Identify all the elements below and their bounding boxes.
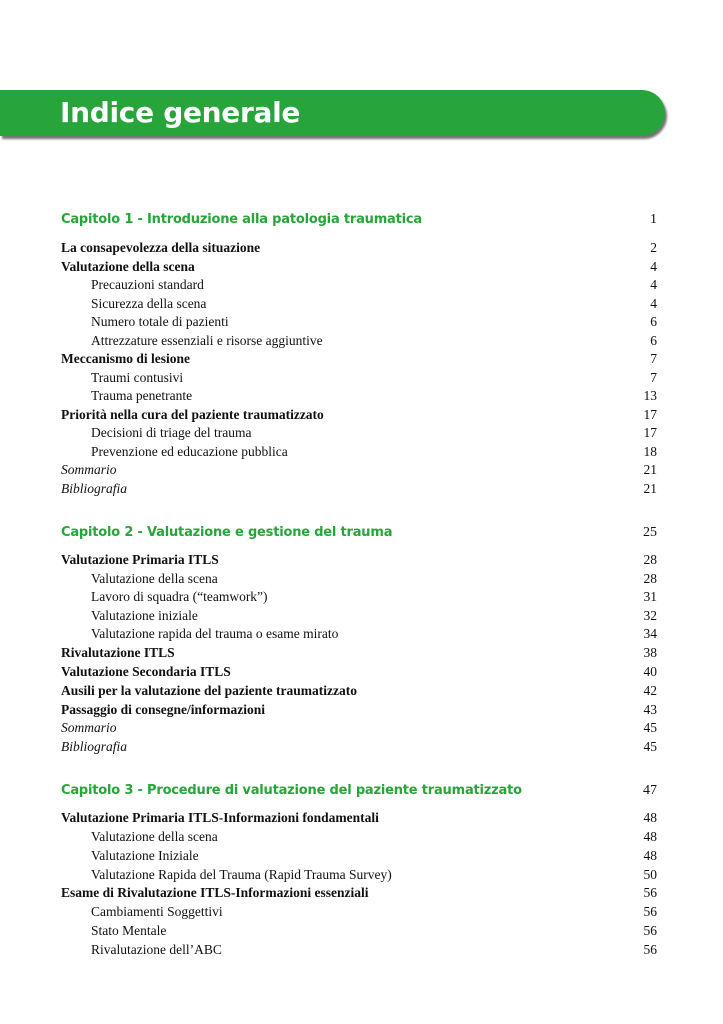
entry-label: Decisioni di triage del trauma (91, 425, 252, 440)
entry-page: 4 (650, 259, 657, 274)
entry-page: 6 (650, 314, 657, 329)
entry-page: 50 (643, 867, 657, 882)
toc-entry[interactable] (61, 425, 657, 441)
toc-entry[interactable] (61, 407, 657, 423)
entry-label: Esame di Rivalutazione ITLS-Informazioni essenziali (61, 885, 369, 900)
toc-entry[interactable] (61, 923, 657, 939)
entry-page: 45 (643, 739, 657, 754)
entry-page: 4 (650, 296, 657, 311)
toc-entry[interactable] (61, 942, 657, 958)
entry-label: Rivalutazione ITLS (61, 645, 175, 660)
toc-entry[interactable] (61, 259, 657, 275)
entry-label: Valutazione della scena (91, 829, 218, 844)
entry-page: 40 (643, 664, 657, 679)
entry-page: 7 (650, 370, 657, 385)
entry-label: Prevenzione ed educazione pubblica (91, 444, 288, 459)
entry-page: 45 (643, 720, 657, 735)
entry-page: 48 (643, 829, 657, 844)
entry-page: 56 (643, 885, 657, 900)
entry-label: Bibliografia (61, 481, 128, 496)
chapter-title: Capitolo 1 - Introduzione alla patologia traumatica (61, 212, 422, 227)
entry-page: 56 (643, 923, 657, 938)
entry-page: 32 (643, 608, 657, 623)
toc-entry[interactable] (61, 848, 657, 864)
toc-entry[interactable] (61, 589, 657, 605)
toc-entry[interactable] (61, 351, 657, 367)
chapter-title: Capitolo 3 - Procedure di valutazione del paziente traumatizzato (61, 783, 522, 798)
toc-entry[interactable] (61, 444, 657, 460)
toc-entry[interactable] (61, 608, 657, 624)
chapter-page: 1 (650, 212, 657, 227)
entry-page: 21 (643, 481, 657, 496)
entry-label: Ausili per la valutazione del paziente traumatizzato (61, 683, 357, 698)
entry-page: 17 (643, 407, 657, 422)
entry-page: 6 (650, 333, 657, 348)
toc-entry[interactable] (61, 683, 657, 699)
entry-page: 13 (643, 388, 657, 403)
entry-label: La consapevolezza della situazione (61, 240, 261, 255)
entry-label: Priorità nella cura del paziente traumatizzato (61, 407, 324, 422)
entry-page: 2 (650, 240, 657, 255)
page-title: Indice generale (60, 96, 301, 129)
toc-entry[interactable] (61, 314, 657, 330)
entry-label: Valutazione della scena (91, 571, 218, 586)
toc-entry[interactable] (61, 240, 657, 256)
toc-entry[interactable] (61, 720, 657, 736)
entry-label: Lavoro di squadra (“teamwork”) (91, 589, 268, 604)
entry-page: 28 (643, 552, 657, 567)
entry-label: Valutazione Iniziale (91, 848, 199, 863)
toc-entry[interactable] (61, 388, 657, 404)
entry-label: Precauzioni standard (91, 277, 204, 292)
entry-label: Rivalutazione dell’ABC (91, 942, 222, 957)
entry-label: Valutazione della scena (61, 259, 195, 274)
toc-entry[interactable] (61, 867, 657, 883)
entry-label: Valutazione iniziale (91, 608, 198, 623)
chapter-2-heading[interactable] (61, 525, 657, 541)
entry-page: 43 (643, 702, 657, 717)
toc-entry[interactable] (61, 571, 657, 587)
toc-entry[interactable] (61, 277, 657, 293)
entry-label: Valutazione Primaria ITLS-Informazioni fondamentali (61, 810, 379, 825)
entry-page: 56 (643, 942, 657, 957)
entry-label: Cambiamenti Soggettivi (91, 904, 223, 919)
entry-label: Valutazione Rapida del Trauma (Rapid Trauma Survey) (91, 867, 392, 882)
entry-page: 34 (643, 626, 657, 641)
entry-label: Stato Mentale (91, 923, 167, 938)
chapter-1-heading[interactable] (61, 212, 657, 228)
entry-page: 4 (650, 277, 657, 292)
entry-page: 56 (643, 904, 657, 919)
entry-label: Traumi contusivi (91, 370, 184, 385)
toc-entry[interactable] (61, 645, 657, 661)
toc-entry[interactable] (61, 481, 657, 497)
entry-label: Attrezzature essenziali e risorse aggiuntive (91, 333, 323, 348)
toc-entry[interactable] (61, 462, 657, 478)
toc-entry[interactable] (61, 296, 657, 312)
chapter-page: 47 (643, 783, 657, 798)
chapter-3-heading[interactable] (61, 783, 657, 799)
entry-label: Passaggio di consegne/informazioni (61, 702, 266, 717)
toc-entry[interactable] (61, 333, 657, 349)
entry-label: Valutazione Primaria ITLS (61, 552, 219, 567)
entry-page: 21 (643, 462, 657, 477)
entry-page: 48 (643, 848, 657, 863)
entry-label: Sicurezza della scena (91, 296, 207, 311)
entry-page: 18 (643, 444, 657, 459)
entry-page: 48 (643, 810, 657, 825)
entry-page: 42 (643, 683, 657, 698)
toc-entry[interactable] (61, 664, 657, 680)
entry-label: Valutazione rapida del trauma o esame mirato (91, 626, 339, 641)
entry-page: 28 (643, 571, 657, 586)
entry-page: 38 (643, 645, 657, 660)
toc-entry[interactable] (61, 885, 657, 901)
chapter-title: Capitolo 2 - Valutazione e gestione del trauma (61, 525, 393, 540)
toc-entry[interactable] (61, 370, 657, 386)
toc-entry[interactable] (61, 829, 657, 845)
entry-page: 7 (650, 351, 657, 366)
entry-label: Numero totale di pazienti (91, 314, 229, 329)
entry-label: Bibliografia (61, 739, 128, 754)
toc-entry[interactable] (61, 626, 657, 642)
toc-entry[interactable] (61, 739, 657, 755)
entry-page: 17 (643, 425, 657, 440)
toc-entry[interactable] (61, 810, 657, 826)
entry-label: Meccanismo di lesione (61, 351, 190, 366)
toc-entry[interactable] (61, 904, 657, 920)
entry-label: Valutazione Secondaria ITLS (61, 664, 231, 679)
entry-page: 31 (643, 589, 657, 604)
entry-label: Sommario (61, 720, 117, 735)
toc-entry[interactable] (61, 552, 657, 568)
entry-label: Trauma penetrante (91, 388, 193, 403)
entry-label: Sommario (61, 462, 117, 477)
chapter-page: 25 (643, 525, 657, 540)
toc-entry[interactable] (61, 702, 657, 718)
